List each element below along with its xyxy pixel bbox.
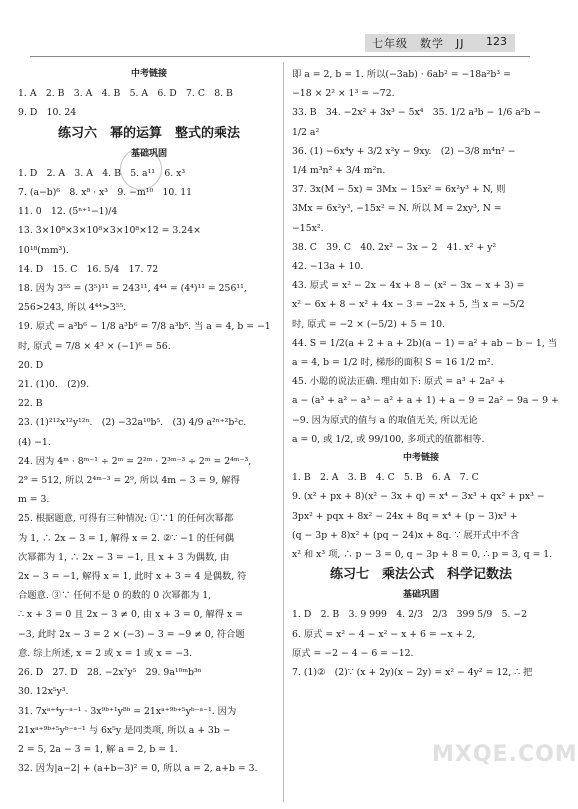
answer-line: 256>243, 所以 4⁴⁴>3⁵⁵. [18, 302, 127, 314]
header-rule [30, 56, 530, 57]
left-column [18, 65, 280, 778]
answer-line: m = 3. [18, 494, 50, 506]
column-divider [283, 62, 284, 802]
answer-line: 31. 7xᵃ⁺⁴y⁻ᵃ⁻¹ · 3x⁹ᵇ⁺¹y⁸ᵇ = 21xᵃ⁺⁹ᵇ⁺⁵yᵇ⁻ᵃ⁻¹. 因为 [18, 705, 237, 717]
answer-line: 中考链接 [402, 453, 439, 464]
answer-line: ∴ x + 3 = 0 且 2x − 3 ≠ 0, 由 x + 3 = 0, 解得 x = [18, 609, 244, 621]
answer-line: 为 1, ∴ 2x − 3 = 1, 解得 x = 2. ②∵ −1 的任何偶 [18, 532, 234, 544]
answer-line: 1. B 2. A 3. B 4. C 5. B 6. A 7. C [292, 472, 479, 484]
answer-line: −18 × 2² × 1³ = −72. [292, 88, 395, 100]
answer-line: 2 = 5, 2a − 3 = 1, 解 a = 2, b = 1. [18, 743, 178, 755]
answer-line: 33. B 34. −2x² + 3x³ − 5x⁴ 35. 1/2 a³b − 1/6 a²b − [292, 107, 542, 119]
answer-line: 3px² + pqx + 8x² − 24x + 8q = x⁴ + (p − 3)x³ + [292, 510, 518, 522]
answer-line: −15x². [292, 222, 324, 234]
answer-line: 中考链接 [130, 69, 167, 79]
answer-line: 1. D 2. B 3. 9 999 4. 2/3 2/3 399 5/9 5. −2 [292, 609, 528, 621]
answer-line: 时, 原式 = 7/8 × 4³ × (−1)⁶ = 56. [18, 340, 171, 352]
right-column [292, 65, 559, 682]
answer-line: 9. (x² + px + 8)(x² − 3x + q) = x⁴ − 3x³ + qx² + px³ − [292, 491, 545, 503]
answer-line: 37. 3x(M − 5x) = 3Mx − 15x² = 6x²y³ + N, 则 [292, 184, 506, 196]
answer-line: 次幂都为 1, ∴ 2x − 3 = −1, 且 x + 3 为偶数, 由 [18, 551, 230, 563]
answer-line: 24. 因为 4ᵐ · 8ᵐ⁻¹ ÷ 2ᵐ = 2²ᵐ · 2³ᵐ⁻³ ÷ 2ᵐ = 2⁴ᵐ⁻³, [18, 455, 252, 467]
answer-line: 26. D 27. D 28. −2x⁷y⁵ 29. 9a¹⁰ᵐb³ⁿ [18, 667, 202, 679]
page-number: 123 [486, 35, 507, 48]
answer-line: 43. 原式 = x² − 2x − 4x + 8 − (x² − 3x − x + 3) = [292, 280, 525, 292]
answer-line: −3, 此时 2x − 3 = 2 × (−3) − 3 = −9 ≠ 0, 符合题 [18, 628, 245, 640]
answer-line: 9. D 10. 24 [18, 107, 77, 119]
answer-line: 38. C 39. C 40. 2x² − 3x − 2 41. x² + y² [292, 241, 497, 253]
answer-line: 练习七 乘法公式 科学记数法 [329, 567, 512, 583]
answer-line: a − (a³ + a² − a³ − a² + a + 1) + a − 9 = 2a² − 9a − 9 + [292, 395, 559, 407]
answer-line: 30. 12x⁵y³. [18, 686, 69, 698]
answer-line: 45. 小聪的说法正确. 理由如下: 原式 = a³ + 2a² + [292, 376, 506, 388]
answer-line: 3Mx = 6x²y³, −15x² = N. 所以 M = 2xy³, N = [292, 203, 502, 215]
answer-line: 时, 原式 = −2 × (−5/2) + 5 = 10. [292, 318, 446, 330]
answer-line: 19. 原式 = a³b⁶ − 1/8 a³b⁶ = 7/8 a³b⁶. 当 a = 4, b = −1 [18, 321, 271, 333]
answer-line: 13. 3×10⁸×3×10⁸×3×10⁸×12 = 3.24× [18, 225, 201, 237]
answer-line: 20. D [18, 359, 44, 371]
answer-line: 1. D 2. A 3. A 4. B 5. a¹¹ 6. x³ [18, 167, 186, 179]
answer-line: x² 和 x³ 项, ∴ p − 3 = 0, q − 3p + 8 = 0, ∴ p = 3, q = 1. [292, 549, 553, 561]
answer-line: 22. B [18, 398, 43, 410]
answer-line: 36. (1) −6x⁴y + 3/2 x²y − 9xy. (2) −3/8 m⁴n² − [292, 145, 516, 157]
header-title: 七年级 数学 JJ [372, 37, 465, 50]
answer-line: 7. (a−b)⁶ 8. x⁸ · x³ 9. −m¹⁰ 10. 11 [18, 187, 193, 199]
answer-line: 6. 原式 = x² − 4 − x² − x + 6 = −x + 2, [292, 628, 476, 640]
answer-line: (4) −1. [18, 436, 51, 448]
answer-line: 32. 因为|a−2| + (a+b−3)² = 0, 所以 a = 2, a+b = 3. [18, 763, 258, 775]
answer-line: 2x − 3 = −1, 解得 x = 1, 此时 x + 3 = 4 是偶数, 符 [18, 571, 247, 583]
answer-line: 23. (1)²¹²x¹²y¹²ⁿ. (2) −32a¹⁰b⁵. (3) 4/9 a²ⁿ⁺²b²c. [18, 417, 247, 429]
answer-line: 21. (1)0. (2)9. [18, 379, 90, 391]
answer-line: 基础巩固 [130, 148, 167, 159]
answer-line: 25. 根据题意, 可得有三种情况: ①∵1 的任何次幂都 [18, 513, 234, 525]
answer-line: 1. A 2. B 3. A 4. B 5. A 6. D 7. C 8. B [18, 88, 233, 100]
answer-line: 基础巩固 [402, 590, 439, 601]
answer-line: 2⁹ = 512, 所以 2⁴ᵐ⁻³ = 2⁹, 所以 4m − 3 = 9, 解得 [18, 475, 240, 487]
answer-line: 42. −13a + 10. [292, 261, 364, 273]
watermark: MXQE.COM [432, 742, 578, 767]
answer-line: 44. S = 1/2(a + 2 + a + 2b)(a − 1) = a² + ab − b − 1, 当 [292, 337, 558, 349]
answer-line: a = 0, 或 1/2, 或 99/100, 多项式的值都相等. [292, 433, 485, 445]
answer-line: 10¹⁸(mm³). [18, 244, 69, 256]
answer-line: 意. 综上所述, x = 2 或 x = 1 或 x = −3. [18, 647, 193, 659]
answer-line: 练习六 幂的运算 整式的乘法 [57, 125, 240, 141]
answer-line: (q − 3p + 8)x² + (pq − 24)x + 8q. ∵ 展开式中不含 [292, 529, 520, 541]
answer-line: 1/2 a² [292, 126, 320, 138]
answer-line: x² − 6x + 8 − x² + 4x − 3 = −2x + 5, 当 x = −5/2 [292, 299, 525, 311]
answer-line: 14. D 15. C 16. 5/4 17. 72 [18, 263, 159, 275]
answer-line: 合题意. ③∵ 任何不是 0 的数的 0 次幂都为 1, [18, 590, 212, 602]
answer-line: 1/4 m³n² + 3/4 m²n. [292, 165, 386, 177]
answer-line: 11. 0 12. (5ⁿ⁺¹−1)/4 [18, 206, 118, 218]
answer-line: 即 a = 2, b = 1. 所以(−3ab) · 6ab² = −18a²b³ = [292, 69, 511, 80]
answer-line: 7. (1)② (2)∵ (x + 2y)(x − 2y) = x² − 4y² = 12, ∴ 把 [292, 667, 533, 679]
answer-line: 原式 = −2 − 4 − 6 = −12. [292, 647, 414, 659]
page-header [0, 30, 560, 56]
answer-line: 21xᵃ⁺⁹ᵇ⁺⁵yᵇ⁻ᵃ⁻¹ 与 6x⁵y 是同类项, 所以 a + 3b − [18, 724, 231, 736]
answer-line: −9. 因为原式的值与 a 的取值无关, 所以无论 [292, 414, 478, 426]
answer-line: 18. 因为 3⁵⁵ = (3⁵)¹¹ = 243¹¹, 4⁴⁴ = (4⁴)¹¹ = 256¹¹, [18, 283, 247, 295]
answer-line: a = 4, b = 1/2 时, 梯形的面积 S = 16 1/2 m². [292, 357, 494, 369]
